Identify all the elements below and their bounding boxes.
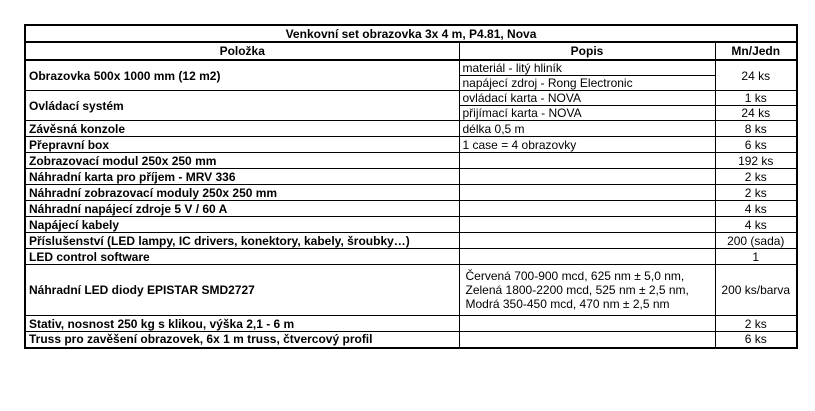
item-name: Příslušenství (LED lampy, IC drivers, konektory, kabely, šroubky…): [25, 233, 459, 249]
header-row: [25, 42, 797, 60]
item-qty: 4 ks: [715, 217, 797, 233]
table-row: [25, 249, 797, 265]
item-desc: [459, 249, 715, 265]
item-name: Náhradní napájecí zdroje 5 V / 60 A: [25, 201, 459, 217]
item-qty: 2 ks: [715, 185, 797, 201]
item-name: Náhradní zobrazovací moduly 250x 250 mm: [25, 185, 459, 201]
item-desc: délka 0,5 m: [459, 121, 715, 137]
item-desc: přijímací karta - NOVA: [459, 106, 715, 121]
table-row: [25, 185, 797, 201]
table-row: [25, 137, 797, 153]
desc-line: Zelená 1800-2200 mcd, 525 nm ± 2,5 nm,: [465, 283, 689, 297]
item-desc: materiál - litý hliník: [459, 60, 715, 76]
item-qty: 200 ks/barva: [715, 265, 797, 316]
item-qty: 192 ks: [715, 153, 797, 169]
table-row: [25, 233, 797, 249]
item-qty: 4 ks: [715, 201, 797, 217]
item-name: Napájecí kabely: [25, 217, 459, 233]
item-desc: napájecí zdroj - Rong Electronic: [459, 76, 715, 91]
header-desc: Popis: [459, 42, 715, 60]
spec-table: [24, 24, 798, 349]
item-name: Stativ, nosnost 250 kg s klikou, výška 2,1 - 6 m: [25, 316, 459, 332]
item-desc: [459, 233, 715, 249]
table-row: [25, 201, 797, 217]
item-name: Přepravní box: [25, 137, 459, 153]
desc-line: Modrá 350-450 mcd, 470 nm ± 2,5 nm: [465, 297, 670, 311]
desc-line: Červená 700-900 mcd, 625 nm ± 5,0 nm,: [465, 269, 685, 283]
item-desc: [459, 185, 715, 201]
item-name: Zobrazovací modul 250x 250 mm: [25, 153, 459, 169]
item-desc: [459, 332, 715, 348]
item-qty: 6 ks: [715, 332, 797, 348]
item-qty: 8 ks: [715, 121, 797, 137]
title-row: [25, 25, 797, 42]
item-qty: 24 ks: [715, 60, 797, 91]
item-qty: 1 ks: [715, 91, 797, 106]
item-desc: [459, 201, 715, 217]
item-name: Závěsná konzole: [25, 121, 459, 137]
table-row: [25, 332, 797, 348]
item-desc: [459, 217, 715, 233]
item-desc: [459, 169, 715, 185]
item-name: Náhradní karta pro příjem - MRV 336: [25, 169, 459, 185]
item-desc: [459, 316, 715, 332]
table-row: [25, 121, 797, 137]
header-item: Položka: [25, 42, 459, 60]
item-qty: 1: [715, 249, 797, 265]
item-desc: [459, 153, 715, 169]
item-qty: 6 ks: [715, 137, 797, 153]
table-title: Venkovní set obrazovka 3x 4 m, P4.81, Nova: [25, 25, 797, 42]
table-row: [25, 217, 797, 233]
item-name: Náhradní LED diody EPISTAR SMD2727: [25, 265, 459, 316]
item-name: Ovládací systém: [25, 91, 459, 121]
item-qty: 200 (sada): [715, 233, 797, 249]
item-name: LED control software: [25, 249, 459, 265]
table-row: [25, 169, 797, 185]
table-row: [25, 316, 797, 332]
item-name: Truss pro zavěšení obrazovek, 6x 1 m truss, čtvercový profil: [25, 332, 459, 348]
table-row: [25, 153, 797, 169]
item-desc: 1 case = 4 obrazovky: [459, 137, 715, 153]
item-name: Obrazovka 500x 1000 mm (12 m2): [25, 60, 459, 91]
item-desc: ovládací karta - NOVA: [459, 91, 715, 106]
item-qty: 24 ks: [715, 106, 797, 121]
item-qty: 2 ks: [715, 316, 797, 332]
table-row: [25, 60, 797, 76]
table-row: [25, 265, 797, 316]
item-qty: 2 ks: [715, 169, 797, 185]
item-desc: [459, 265, 715, 316]
table-row: [25, 91, 797, 106]
header-qty: Mn/Jedn: [715, 42, 797, 60]
